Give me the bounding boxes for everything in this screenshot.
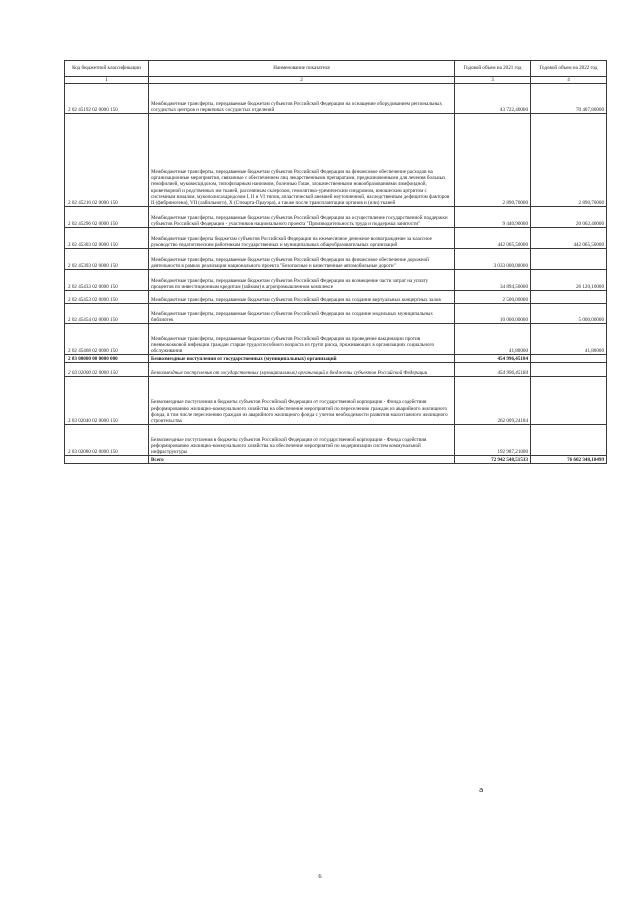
- row-value-2022: [531, 377, 607, 425]
- row-value-2022: 26 120,10000: [531, 270, 607, 291]
- row-code: 2 02 45454 02 0000 150: [65, 304, 149, 324]
- row-code: 2 02 45192 02 0000 150: [65, 84, 149, 114]
- row-value-2022: 5 000,00000: [531, 304, 607, 324]
- row-name: Межбюджетные трансферты бюджетам субъектов Российской Федерации на ежемесячное денежное вознаграждение за классное руководство педагогическим работникам государственных и муниципальных общеобразовательных организаций: [149, 228, 455, 249]
- table-row: [65, 363, 607, 377]
- table-row: [65, 228, 607, 249]
- row-name: Безвозмездные поступления от государственных (муниципальных) организаций в бюджеты субъектов Российской Федерации: [149, 363, 455, 377]
- table-row: [65, 456, 607, 464]
- row-code: 2 02 45433 02 0000 150: [65, 270, 149, 291]
- row-name: Межбюджетные трансферты, передаваемые бюджетам субъектов Российской Федерации на создание модельных муниципальных библиотек: [149, 304, 455, 324]
- table-row: [65, 270, 607, 291]
- column-index: 1: [65, 77, 149, 84]
- row-value-2022: [531, 363, 607, 377]
- row-value-2021: 43 722,40000: [455, 84, 531, 114]
- row-name: Безвозмездные поступления в бюджеты субъектов Российской Федерации от государственной корпорации - Фонда содействия реформированию жилищно-коммунального хозяйства на обеспечение мероприятий по модернизации систем коммунальной инфраструктуры: [149, 425, 455, 456]
- row-value-2022: 442 065,50000: [531, 228, 607, 249]
- row-value-2021: 3 033 000,00000: [455, 249, 531, 270]
- table-row: [65, 207, 607, 228]
- stray-mark: a: [479, 786, 484, 794]
- table-body: [65, 84, 607, 464]
- row-name: Безвозмездные поступления в бюджеты субъектов Российской Федерации от государственной корпорации - Фонда содействия реформированию жилищно-коммунального хозяйства на обеспечение мероприятий по переселению граждан из аварийного жилищного фонда, в том числе переселению граждан из аварийного жилищного фонда с учетом необходимости развития малоэтажного жилищного строительства: [149, 377, 455, 425]
- header-code: Код бюджетной классификации: [65, 61, 149, 77]
- row-name: Межбюджетные трансферты, передаваемые бюджетам субъектов Российской Федерации на возмещение части затрат на уплату процентов по инвестиционным кредитам (займам) в агропромышленном комплексе: [149, 270, 455, 291]
- row-value-2022: [531, 425, 607, 456]
- table-row: [65, 425, 607, 456]
- row-value-2021: 41,80000: [455, 324, 531, 355]
- table-row: [65, 304, 607, 324]
- row-name: Межбюджетные трансферты, передаваемые бюджетам субъектов Российской Федерации на проведение вакцинации против пневмококковой инфекции граждан старше трудоспособного возраста из групп риска, проживающих в организациях социального обслуживания: [149, 324, 455, 355]
- row-name: Всего: [149, 456, 455, 464]
- row-value-2021: 442 065,50000: [455, 228, 531, 249]
- row-code: 2 02 45393 02 0000 150: [65, 249, 149, 270]
- row-name: Межбюджетные трансферты, передаваемые бюджетам субъектов Российской Федерации на финансовое обеспечение расходов на организационные мероприятия, связанные с обеспечением лиц лекарственными препаратами, предназначенными для лечения больных гемофилией, муковисцидозом, гипофизарным нанизмом, болезнью Гоше, злокачественными новообразованиями лимфоидной, кроветворной и родственных им тканей, рассеянным склерозом, гемолитико-уремическим синдромом, юношеским артритом с системным началом, мукополисахаридозом I, II и VI типов, апластической анемией неуточненной, наследственным дефицитом факторов II (фибриногена), VII (лабильного), X (Стюарта-Прауэра), а также после трансплантации органов и (или) тканей: [149, 114, 455, 207]
- row-value-2021: 2 500,00000: [455, 291, 531, 304]
- column-index: 4: [531, 77, 607, 84]
- row-code: 2 02 45216 02 0000 150: [65, 114, 149, 207]
- row-value-2021: 2 890,70000: [455, 114, 531, 207]
- row-value-2022: 76 602 348,10499: [531, 456, 607, 464]
- table-row: [65, 84, 607, 114]
- header-name: Наименование показателя: [149, 61, 455, 77]
- column-index: 2: [149, 77, 455, 84]
- table-row: [65, 249, 607, 270]
- row-name: Безвозмездные поступления от государственных (муниципальных) организаций: [149, 355, 455, 363]
- row-value-2021: 454 996,45184: [455, 355, 531, 363]
- row-code: 2 02 45303 02 0000 150: [65, 228, 149, 249]
- row-name: Межбюджетные трансферты, передаваемые бюджетам субъектов Российской Федерации на финансовое обеспечение дорожной деятельности в рамках реализации национального проекта "Безопасные и качественные автомобильные дороги": [149, 249, 455, 270]
- row-value-2022: [531, 291, 607, 304]
- row-value-2021: 192 987,21000: [455, 425, 531, 456]
- row-code: 2 02 45296 02 0000 150: [65, 207, 149, 228]
- row-value-2021: 10 000,00000: [455, 304, 531, 324]
- row-code: 2 02 45453 02 0000 150: [65, 291, 149, 304]
- column-index: 3: [455, 77, 531, 84]
- row-name: Межбюджетные трансферты, передаваемые бюджетам субъектов Российской Федерации на оснащение оборудованием региональных сосудистых центров и первичных сосудистых отделений: [149, 84, 455, 114]
- row-value-2021: 454 996,45184: [455, 363, 531, 377]
- row-value-2021: 72 942 548,51533: [455, 456, 531, 464]
- table-row: [65, 324, 607, 355]
- column-index-row: [65, 77, 607, 84]
- table-row: [65, 114, 607, 207]
- income-table: [64, 60, 607, 464]
- row-value-2022: 41,80000: [531, 324, 607, 355]
- row-code: 2 03 00000 00 0000 000: [65, 355, 149, 363]
- row-code: 2 03 02080 02 0000 150: [65, 425, 149, 456]
- row-name: Межбюджетные трансферты, передаваемые бюджетам субъектов Российской Федерации на осуществление государственной поддержки субъектов Российской Федерации - участников национального проекта "Производительность труда и поддержка занятости": [149, 207, 455, 228]
- row-value-2022: [531, 249, 607, 270]
- row-value-2022: [531, 355, 607, 363]
- row-code: 2 02 45468 02 0000 150: [65, 324, 149, 355]
- row-value-2022: 70 407,80000: [531, 84, 607, 114]
- row-value-2021: 262 009,24184: [455, 377, 531, 425]
- row-value-2022: 20 062,40000: [531, 207, 607, 228]
- row-value-2021: 34 894,50000: [455, 270, 531, 291]
- table-row: [65, 291, 607, 304]
- table-row: [65, 355, 607, 363]
- header-2021: Годовой объем на 2021 год: [455, 61, 531, 77]
- table-row: [65, 377, 607, 425]
- row-code: 2 03 02000 02 0000 150: [65, 363, 149, 377]
- row-value-2021: 9 440,90000: [455, 207, 531, 228]
- header-2022: Годовой объем на 2022 год: [531, 61, 607, 77]
- row-code: [65, 456, 149, 464]
- row-name: Межбюджетные трансферты, передаваемые бюджетам субъектов Российской Федерации на создание виртуальных концертных залов: [149, 291, 455, 304]
- row-value-2022: 2 890,70000: [531, 114, 607, 207]
- row-code: 2 03 02040 02 0000 150: [65, 377, 149, 425]
- page-number: 6: [318, 873, 322, 880]
